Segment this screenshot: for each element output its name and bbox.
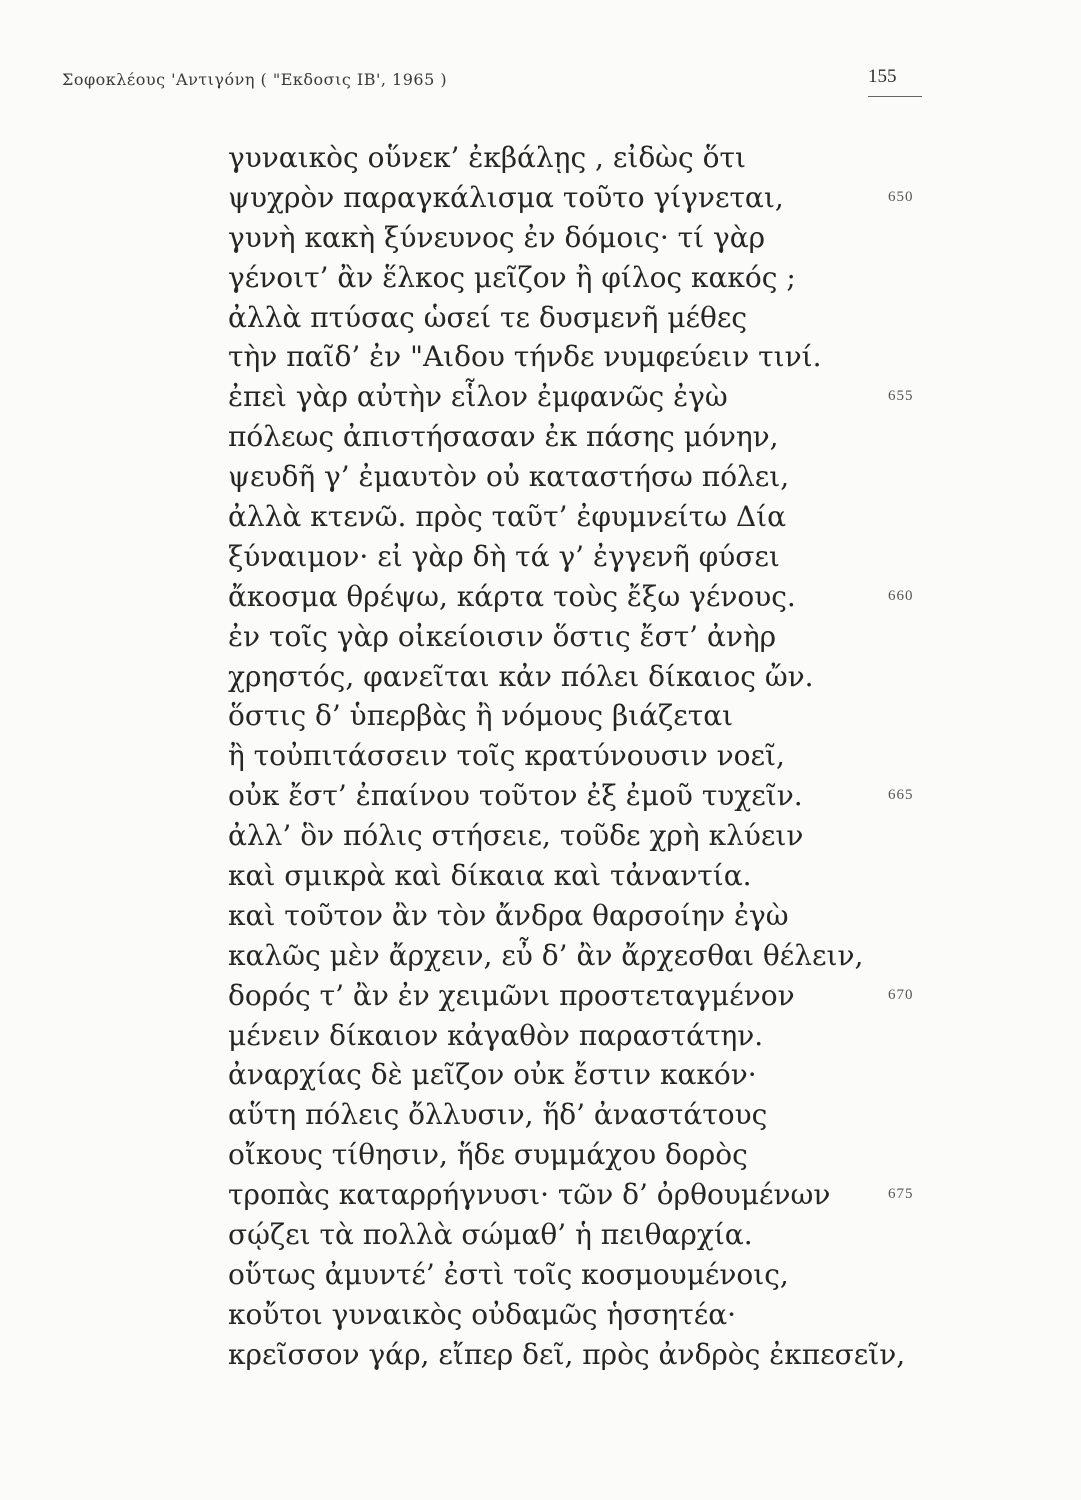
verse-text: τροπὰς καταρρήγνυσι· τῶν δ’ ὀρθουμένων — [228, 1178, 831, 1212]
line-number: 670 — [888, 986, 914, 1003]
verse-text: ἐν τοῖς γὰρ οἰκείοισιν ὅστις ἔστ’ ἀνὴρ — [228, 619, 777, 653]
verse-line — [228, 1295, 928, 1335]
verse-text: γυνὴ κακὴ ξύνευνος ἐν δόμοις· τί γὰρ — [228, 220, 766, 254]
verse-line — [228, 298, 928, 338]
verse-text: ἀλλ’ ὃν πόλις στήσειε, τοῦδε χρὴ κλύειν — [228, 819, 804, 853]
verse-line — [228, 696, 928, 736]
verse-text: ἢ τοὐπιτάσσειν τοῖς κρατύνουσιν νοεῖ, — [228, 739, 785, 773]
verse-line — [228, 258, 928, 298]
verse-text: γυναικὸς οὕνεκ’ ἐκβάλῃς , εἰδὼς ὅτι — [228, 141, 746, 174]
verse-line — [228, 1215, 928, 1255]
verse-text: ἀλλὰ κτενῶ. πρὸς ταῦτ’ ἐφυμνείτω Δία — [228, 500, 787, 534]
verse-line — [228, 1335, 928, 1375]
verse-text: ἀλλὰ πτύσας ὡσεί τε δυσμενῆ μέθες — [228, 300, 748, 334]
verse-text: ἄκοσμα θρέψω, κάρτα τοὺς ἔξω γένους. — [228, 579, 796, 613]
verse-line — [228, 537, 928, 577]
line-number: 665 — [888, 787, 914, 804]
verse-text: κοὔτοι γυναικὸς οὐδαμῶς ἡσσητέα· — [228, 1297, 737, 1331]
verse-line — [228, 776, 928, 816]
verse-line — [228, 377, 928, 417]
verse-text: ἐπεὶ γὰρ αὐτὴν εἷλον ἐμφανῶς ἐγὼ — [228, 380, 728, 414]
verse-line — [228, 497, 928, 537]
verse-text: ψυχρὸν παραγκάλισμα τοῦτο γίγνεται, — [228, 180, 784, 214]
verse-text: οἴκους τίθησιν, ἥδε συμμάχου δορὸς — [228, 1138, 748, 1172]
verse-line — [228, 856, 928, 896]
verse-line — [228, 1055, 928, 1095]
verse-line — [228, 138, 928, 178]
line-number: 650 — [888, 188, 914, 205]
verse-text: αὕτη πόλεις ὄλλυσιν, ἥδ’ ἀναστάτους — [228, 1098, 768, 1132]
verse-text: οὐκ ἔστ’ ἐπαίνου τοῦτον ἐξ ἐμοῦ τυχεῖν. — [228, 779, 803, 813]
verse-text: οὕτως ἀμυντέ’ ἐστὶ τοῖς κοσμουμένοις, — [228, 1257, 789, 1291]
verse-text: καὶ σμικρὰ καὶ δίκαια καὶ τἀναντία. — [228, 859, 752, 893]
line-number: 675 — [888, 1186, 914, 1203]
verse-line — [228, 1016, 928, 1056]
verse-line — [228, 736, 928, 776]
verse-line — [228, 337, 928, 377]
verse-text: ἀναρχίας δὲ μεῖζον οὐκ ἔστιν κακόν· — [228, 1058, 757, 1092]
verse-text: χρηστός, φανεῖται κἀν πόλει δίκαιος ὤν. — [228, 659, 814, 693]
verse-text: δορός τ’ ἂν ἐν χειμῶνι προστεταγμένον — [228, 978, 795, 1012]
header-rule — [868, 96, 922, 97]
verse-line — [228, 577, 928, 617]
verse-text: πόλεως ἀπιστήσασαν ἐκ πάσης μόνην, — [228, 420, 779, 454]
verse-text: μένειν δίκαιον κἀγαθὸν παραστάτην. — [228, 1018, 764, 1052]
verse-line — [228, 617, 928, 657]
line-number: 660 — [888, 587, 914, 604]
verse-line — [228, 1255, 928, 1295]
verse-line — [228, 657, 928, 697]
verse-text: κρεῖσσον γάρ, εἴπερ δεῖ, πρὸς ἀνδρὸς ἐκπεσεῖν, — [228, 1337, 906, 1371]
verse-text: καὶ τοῦτον ἂν τὸν ἄνδρα θαρσοίην ἐγὼ — [228, 898, 789, 932]
verse-line — [228, 976, 928, 1016]
verse-text: ὅστις δ’ ὑπερβὰς ἢ νόμους βιάζεται — [228, 699, 734, 733]
verse-line — [228, 1175, 928, 1215]
verse-text: σῴζει τὰ πολλὰ σώμαθ’ ἡ πειθαρχία. — [228, 1218, 753, 1252]
verse-line — [228, 1095, 928, 1135]
verse-text: ψευδῆ γ’ ἐμαυτὸν οὐ καταστήσω πόλει, — [228, 460, 790, 494]
verse-text: τὴν παῖδ’ ἐν "Αιδου τήνδε νυμφεύειν τινί. — [228, 340, 822, 374]
verse-text: καλῶς μὲν ἄρχειν, εὖ δ’ ἂν ἄρχεσθαι θέλειν, — [228, 938, 864, 972]
verse-text: γένοιτ’ ἂν ἕλκος μεῖζον ἢ φίλος κακός ; — [228, 260, 796, 294]
verse-line — [228, 816, 928, 856]
verse-line — [228, 178, 928, 218]
verse-line — [228, 936, 928, 976]
verse-line — [228, 1135, 928, 1175]
verse-line — [228, 218, 928, 258]
line-number: 655 — [888, 388, 914, 405]
verse-line — [228, 417, 928, 457]
verse-line — [228, 457, 928, 497]
verse-block — [228, 138, 928, 1375]
verse-text: ξύναιμον· εἰ γὰρ δὴ τά γ’ ἐγγενῆ φύσει — [228, 539, 780, 573]
verse-line — [228, 896, 928, 936]
running-head-title: Σοφοκλέους 'Αντιγόνη ( "Εκδοσις ΙΒ', 1965 ) — [62, 70, 448, 89]
page-number: 155 — [868, 66, 897, 87]
